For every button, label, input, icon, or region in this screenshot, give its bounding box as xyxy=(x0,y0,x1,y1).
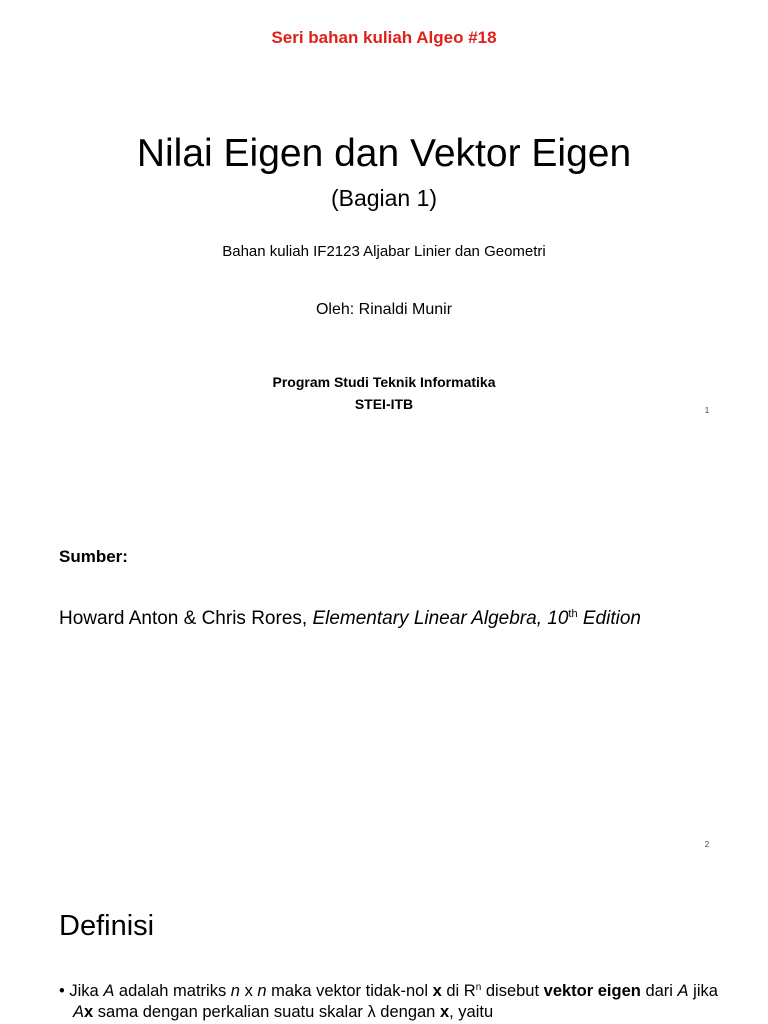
bullet-text: jika xyxy=(688,982,718,1000)
bullet-text: sama dengan perkalian suatu skalar λ dengan xyxy=(93,1003,440,1021)
page-subtitle: (Bagian 1) xyxy=(330,185,438,211)
series-label: Seri bahan kuliah Algeo #18 xyxy=(271,28,497,47)
bullet-text: dari xyxy=(640,982,678,1000)
bullet-text: , yaitu xyxy=(449,1003,494,1021)
reference-superscript: th xyxy=(568,608,578,620)
bullet-bold: x xyxy=(439,1003,450,1021)
program-name: Program Studi Teknik Informatika xyxy=(272,374,496,390)
page-title: Nilai Eigen dan Vektor Eigen xyxy=(136,132,632,175)
page-number: 2 xyxy=(704,840,710,849)
author-line: Oleh: Rinaldi Munir xyxy=(315,301,453,318)
bullet-bold: x xyxy=(84,1003,94,1021)
bullet-text: Jika xyxy=(69,982,104,1000)
bullet-text: di R xyxy=(441,982,476,1000)
definition-heading: Definisi xyxy=(59,910,155,942)
bullet-text: x xyxy=(239,982,258,1000)
faculty-name: STEI-ITB xyxy=(354,396,414,412)
bullet-text: maka vektor tidak-nol xyxy=(266,982,433,1000)
program-block xyxy=(0,371,768,415)
reference-authors: Howard Anton & Chris Rores, xyxy=(59,608,313,629)
sources-heading: Sumber: xyxy=(59,547,128,566)
bullet-italic: A xyxy=(103,982,115,1000)
bullet-italic: A xyxy=(677,982,689,1000)
slide-definition xyxy=(0,864,768,1024)
definition-bullet: • Jika A adalah matriks n x n maka vektor tidak-nol x di $R^n$ disebut vektor eigen dari A jika Ax sama dengan perkalian suatu skalar λ dengan x, yaitu xyxy=(59,982,718,1021)
slide-title xyxy=(0,0,768,432)
bullet-bold: x xyxy=(432,982,442,1000)
bullet-italic: A xyxy=(73,1003,85,1021)
bullet-superscript: n xyxy=(475,982,482,993)
course-line: Bahan kuliah IF2123 Aljabar Linier dan Geometri xyxy=(222,243,546,260)
bullet-bold: vektor eigen xyxy=(543,982,641,1000)
reference-book-title: Elementary Linear Algebra, 10 xyxy=(312,608,569,629)
bullet-text: adalah matriks xyxy=(114,982,231,1000)
page-number: 1 xyxy=(704,406,710,415)
slide-sources xyxy=(0,432,768,864)
bullet-text: disebut xyxy=(481,982,544,1000)
bullet-italic: n xyxy=(230,982,240,1000)
reference-edition: Edition xyxy=(577,608,641,629)
bullet-italic: n xyxy=(257,982,267,1000)
reference-text xyxy=(59,608,641,630)
